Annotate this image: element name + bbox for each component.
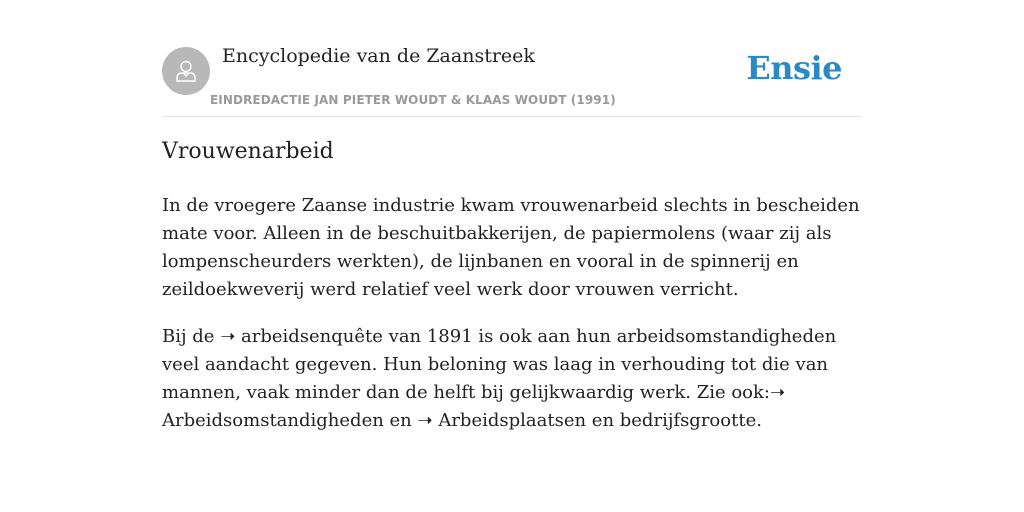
paragraph-2: [162, 323, 862, 435]
paragraph-text: .: [756, 410, 762, 431]
article-body: [162, 192, 862, 454]
paragraph-text: van 1891 is ook aan hun arbeidsomstandigheden veel aandacht gegeven. Hun beloning was laag in verhouding tot die van mannen, vaak minder dan de helft bij gelijkwaardig werk. Zie ook:: [162, 326, 837, 403]
link-arbeidsplaatsen[interactable]: ➝ Arbeidsplaatsen en bedrijfsgrootte: [417, 410, 757, 431]
brand-logo[interactable]: Ensie: [746, 49, 842, 87]
header: [162, 44, 862, 117]
article-title: Vrouwenarbeid: [162, 139, 334, 164]
link-arbeidsomstandigheden[interactable]: ➝ Arbeidsomstandigheden: [162, 382, 786, 431]
editors-line: EINDREDACTIE JAN PIETER WOUDT & KLAAS WOUDT (1991): [210, 93, 616, 107]
paragraph-text: Bij de: [162, 326, 221, 347]
paragraph-text: en: [383, 410, 418, 431]
book-title[interactable]: Encyclopedie van de Zaanstreek: [222, 45, 535, 67]
paragraph-1: In de vroegere Zaanse industrie kwam vrouwenarbeid slechts in bescheiden mate voor. Alleen in de beschuitbakkerijen, de papiermolens (waar zij als lompenscheurders werkten), de lijnbanen en vooral in de spinnerij en zeildoekweverij werd relatief veel werk door vrouwen verricht.: [162, 195, 860, 300]
user-icon: [172, 57, 200, 85]
link-arbeidsenquete[interactable]: ➝ arbeidsenquête: [220, 326, 383, 347]
avatar: [162, 47, 210, 95]
